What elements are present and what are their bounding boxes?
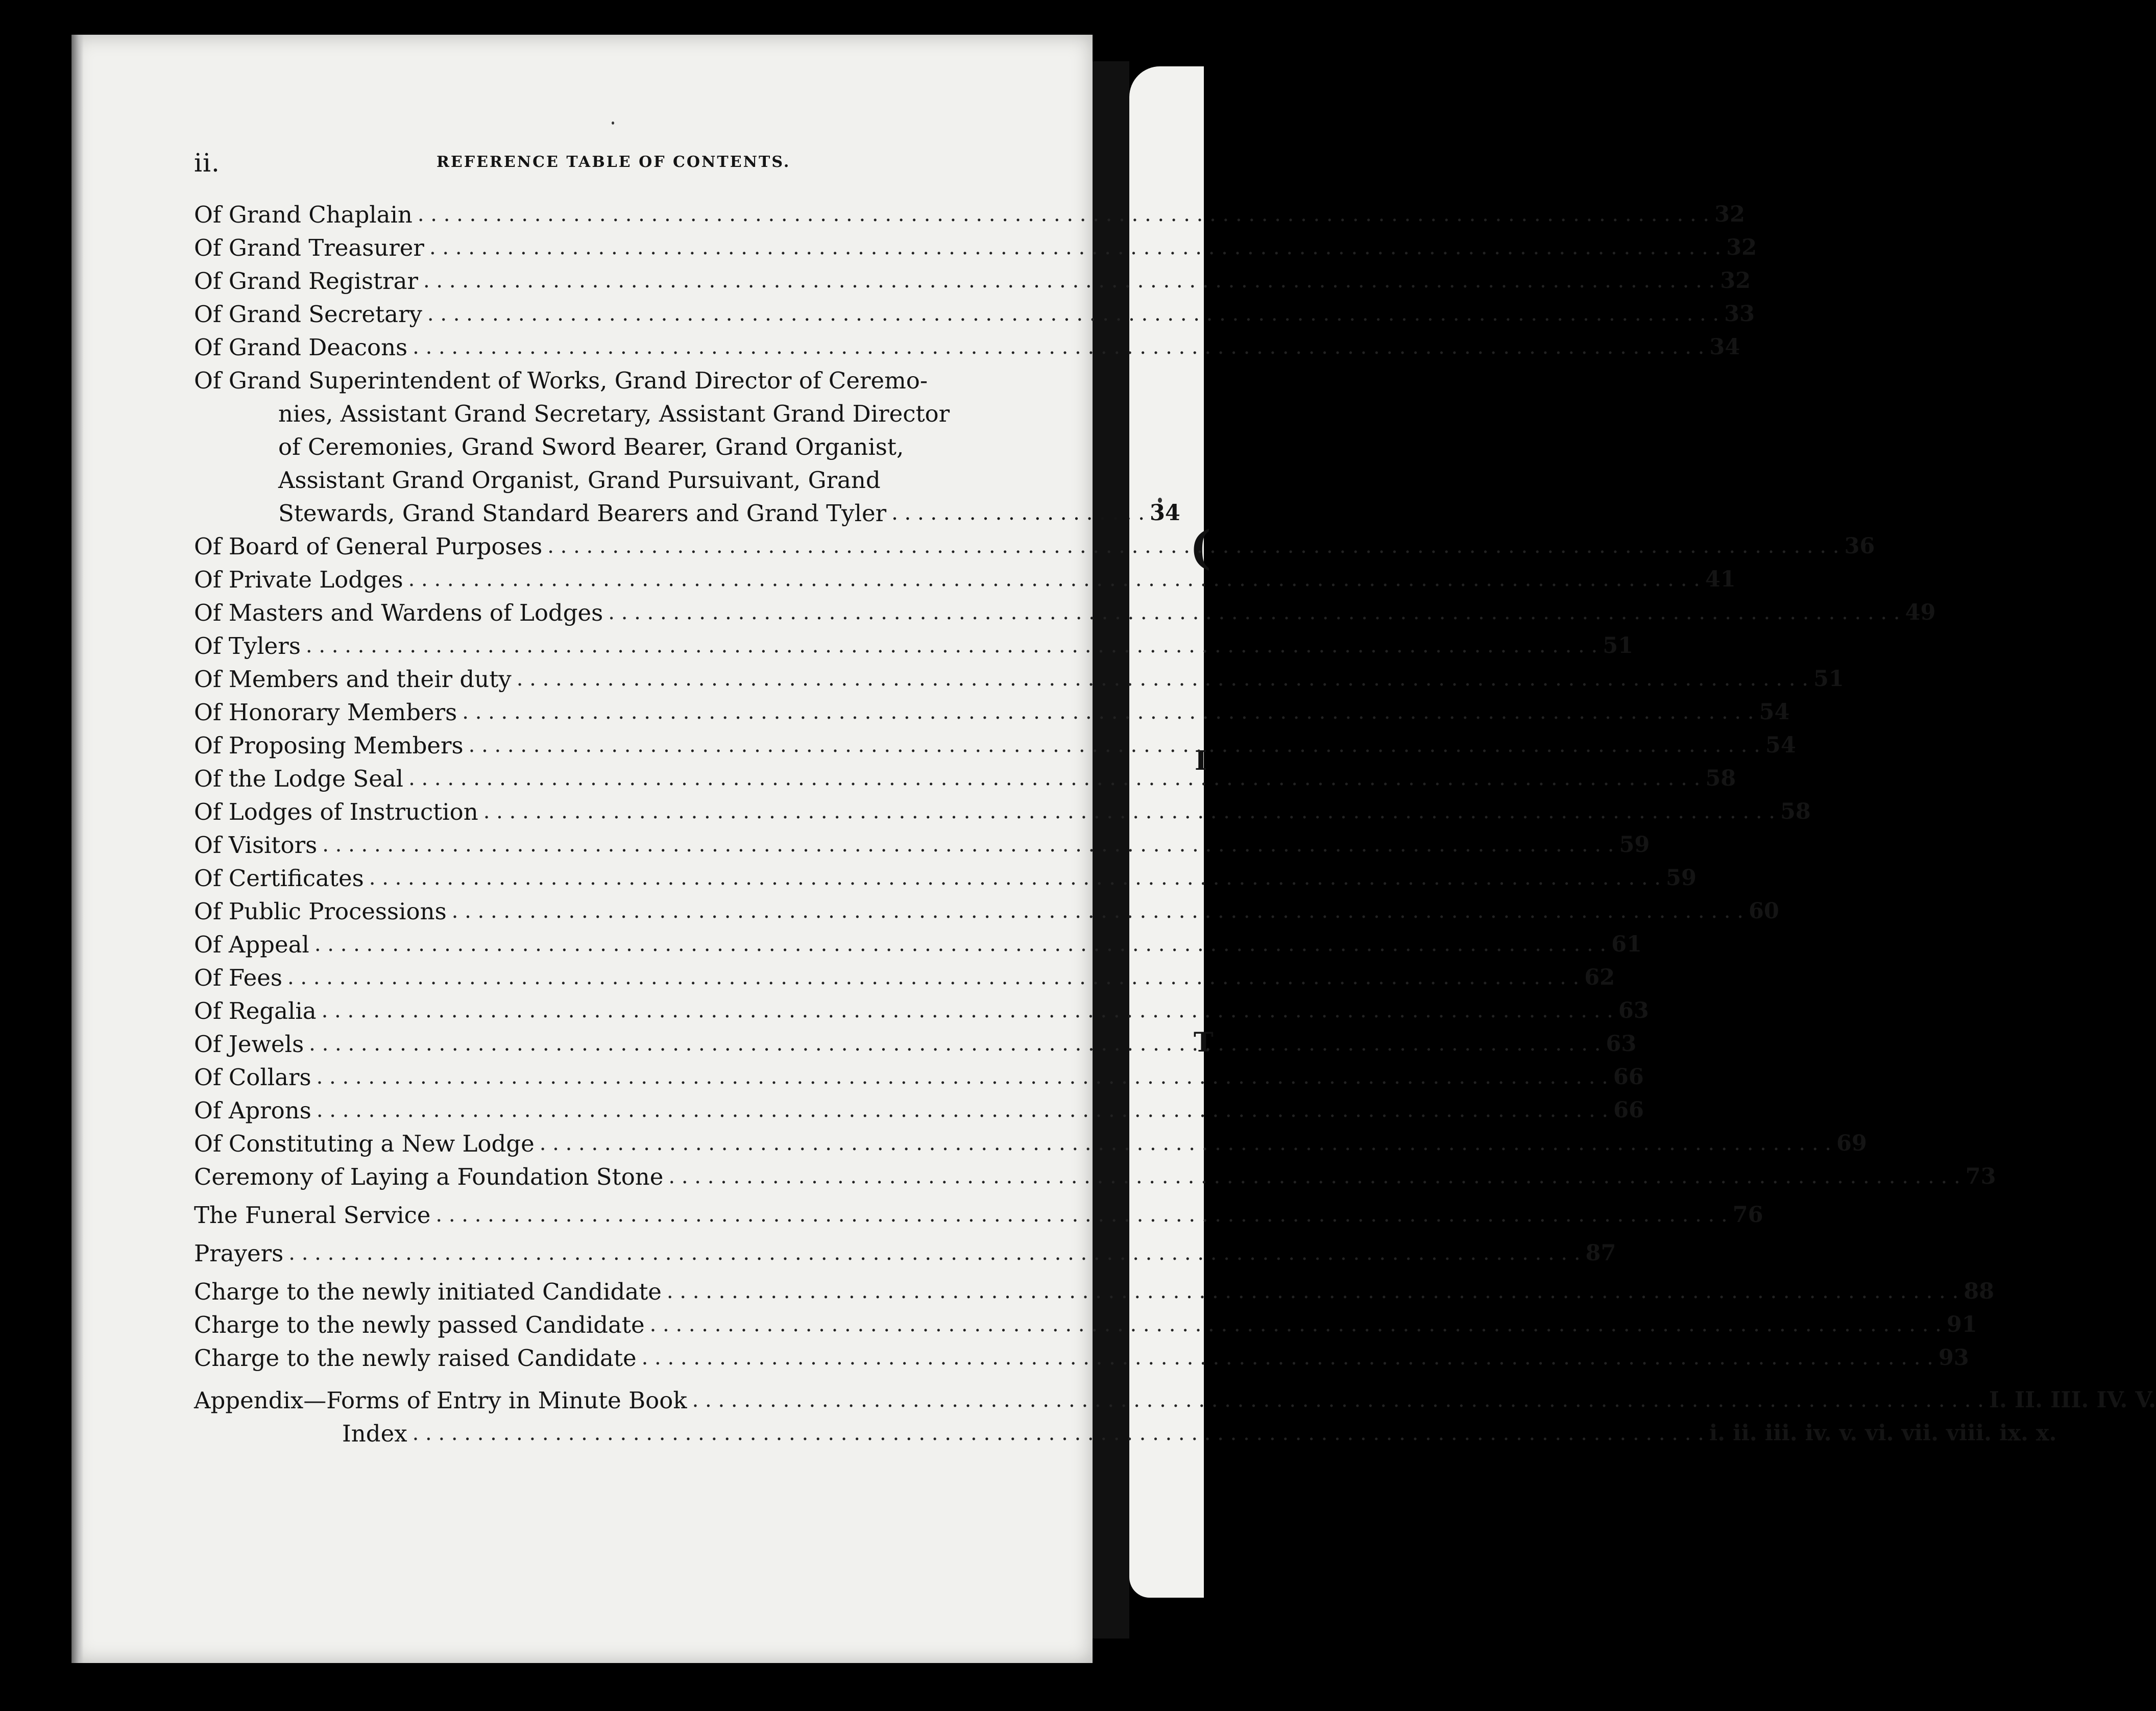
- entry-page: 32: [1720, 268, 1751, 294]
- entry-title: Of Grand Chaplain: [194, 201, 413, 228]
- entry-title: Of Grand Treasurer: [194, 234, 424, 261]
- entry-title: Of Grand Registrar: [194, 267, 418, 295]
- dot-leader: [452, 895, 1743, 928]
- spacer: [194, 1193, 1024, 1199]
- entry-title: Of Grand Secretary: [194, 301, 422, 328]
- entry-title: Index: [342, 1420, 407, 1447]
- dot-leader: [692, 1384, 1984, 1417]
- toc-multiline-entry: [194, 364, 1180, 530]
- dot-leader: [322, 828, 1614, 862]
- entry-title: The Funeral Service: [194, 1202, 431, 1229]
- toc-entry: [194, 1028, 1637, 1061]
- toc-entry: [194, 862, 1697, 895]
- dot-leader: [317, 1094, 1608, 1127]
- entry-title: Prayers: [194, 1240, 284, 1267]
- entry-page: 60: [1748, 898, 1779, 924]
- entry-title: Of Board of General Purposes: [194, 533, 543, 560]
- entry-page: 73: [1965, 1164, 1996, 1189]
- entry-page: 34: [1150, 500, 1180, 526]
- dot-leader: [642, 1341, 1933, 1375]
- dot-leader: [547, 530, 1839, 563]
- dot-leader: [369, 862, 1661, 895]
- dot-leader: [608, 596, 1900, 629]
- toc-entry: [194, 1127, 1867, 1160]
- entry-page: 49: [1905, 600, 1936, 625]
- entry-line: of Ceremonies, Grand Sword Bearer, Grand Organist,: [278, 433, 904, 460]
- entry-title: Ceremony of Laying a Foundation Stone: [194, 1163, 664, 1190]
- entry-page: 76: [1732, 1202, 1763, 1228]
- entry-title: Of Tylers: [194, 632, 301, 659]
- dot-leader: [288, 1237, 1580, 1270]
- toc-group-a: [194, 198, 1757, 364]
- entry-page: 32: [1726, 235, 1757, 260]
- toc-entry: [194, 1094, 1644, 1127]
- page-header: [194, 148, 1024, 184]
- toc-group-c: [194, 1199, 1995, 1375]
- dot-leader: [322, 994, 1613, 1028]
- dot-leader: [667, 1275, 1958, 1308]
- entry-title: Of Visitors: [194, 832, 318, 859]
- dot-leader: [418, 198, 1709, 231]
- dot-leader: [650, 1308, 1942, 1341]
- entry-page: 66: [1613, 1097, 1644, 1123]
- entry-line: nies, Assistant Grand Secretary, Assistant Grand Director: [278, 400, 950, 427]
- dot-leader: [435, 1199, 1727, 1232]
- entry-page: 51: [1813, 666, 1844, 692]
- entry-title: Of Regalia: [194, 997, 317, 1024]
- dot-leader: [517, 663, 1808, 696]
- dot-leader: [317, 1061, 1608, 1094]
- entry-page: 87: [1585, 1240, 1616, 1266]
- facing-page-fragment: T: [1194, 1027, 1214, 1058]
- dot-leader: [314, 928, 1606, 961]
- dot-leader: [891, 497, 1145, 530]
- dot-leader: [287, 961, 1579, 994]
- entry-title: Of Grand Deacons: [194, 334, 408, 361]
- toc-entry-index: [194, 1417, 2057, 1450]
- dot-leader: [408, 762, 1700, 795]
- entry-title: Of Private Lodges: [194, 566, 403, 593]
- spacer: [194, 1232, 1024, 1237]
- entry-title: Charge to the newly passed Candidate: [194, 1311, 645, 1338]
- toc-entry: [194, 530, 1875, 563]
- ink-speck: [612, 121, 614, 125]
- dot-leader: [540, 1127, 1831, 1160]
- toc-entry: [194, 795, 1811, 828]
- toc-entry: [194, 231, 1757, 264]
- entry-title: Charge to the newly initiated Candidate: [194, 1278, 662, 1305]
- toc-group-b: [194, 530, 1996, 1193]
- toc-entry: [194, 1275, 1995, 1308]
- toc-entry: [194, 629, 1634, 663]
- entry-title: Of the Lodge Seal: [194, 765, 404, 792]
- toc-entry: [194, 1160, 1996, 1193]
- entry-page: 54: [1765, 732, 1796, 758]
- dot-leader: [306, 629, 1597, 663]
- toc-entry: [194, 696, 1790, 729]
- entry-title: Of Members and their duty: [194, 666, 512, 693]
- entry-line: Assistant Grand Organist, Grand Pursuivant, Grand: [278, 467, 881, 494]
- entry-page: I. II. III. IV. V.: [1989, 1387, 2156, 1413]
- dot-leader: [413, 331, 1704, 364]
- toc-entry: [194, 596, 1936, 629]
- entry-title: Appendix—Forms of Entry in Minute Book: [194, 1387, 687, 1414]
- toc-entry: [194, 895, 1779, 928]
- dot-leader: [668, 1160, 1960, 1193]
- toc-entry: [194, 994, 1649, 1028]
- entry-page: 91: [1946, 1312, 1977, 1337]
- entry-title: Of Lodges of Instruction: [194, 798, 478, 825]
- dot-leader: [483, 795, 1775, 828]
- toc-entry: [194, 928, 1642, 961]
- dot-leader: [309, 1028, 1601, 1061]
- dot-leader: [413, 1417, 1704, 1450]
- toc-entry: [194, 1341, 1969, 1375]
- toc-entry: [194, 331, 1740, 364]
- dot-leader: [462, 696, 1754, 729]
- entry-title: Of Aprons: [194, 1097, 311, 1124]
- entry-page: 63: [1618, 998, 1649, 1023]
- entry-title: Of Appeal: [194, 931, 309, 958]
- entry-page: 32: [1714, 202, 1745, 227]
- toc-entry: [194, 961, 1615, 994]
- dot-leader: [427, 298, 1719, 331]
- entry-page: 58: [1705, 766, 1736, 791]
- toc-entry: [194, 563, 1736, 596]
- entry-page: 33: [1724, 301, 1755, 327]
- entry-page: 69: [1836, 1131, 1867, 1156]
- toc-entry: [194, 1199, 1763, 1232]
- toc-entry: [194, 198, 1745, 231]
- entry-page: 54: [1759, 699, 1790, 725]
- entry-page: 59: [1619, 832, 1650, 858]
- entry-title: Of Honorary Members: [194, 699, 457, 726]
- entry-page: i. ii. iii. iv. v. vi. vii. viii. ix. x.: [1709, 1421, 2057, 1446]
- toc-entry: [194, 1061, 1644, 1094]
- entry-page: 58: [1780, 799, 1811, 824]
- entry-page: 62: [1584, 965, 1615, 990]
- entry-page: 88: [1964, 1279, 1995, 1304]
- toc-entry: [194, 264, 1751, 298]
- entry-title: Of Constituting a New Lodge: [194, 1130, 535, 1157]
- entry-title: Of Certificates: [194, 865, 364, 892]
- entry-page: 59: [1666, 865, 1697, 891]
- dot-leader: [423, 264, 1715, 298]
- entry-line-last: [194, 497, 1180, 530]
- entry-title: Of Jewels: [194, 1031, 304, 1058]
- toc-entry: [194, 729, 1796, 762]
- entry-page: 36: [1844, 533, 1875, 559]
- toc-entry: [194, 762, 1736, 795]
- entry-page: 34: [1709, 334, 1740, 360]
- entry-title: Of Proposing Members: [194, 732, 464, 759]
- facing-page-fragment: I: [1195, 745, 1207, 776]
- entry-page: 41: [1705, 567, 1736, 592]
- dot-leader: [408, 563, 1700, 596]
- spacer: [194, 1270, 1024, 1275]
- entry-title: Of Public Processions: [194, 898, 447, 925]
- entry-page: 93: [1938, 1345, 1969, 1371]
- toc-entry-appendix: [194, 1384, 2156, 1417]
- entry-page: 51: [1603, 633, 1634, 658]
- spacer: [194, 1375, 1024, 1384]
- running-title: REFERENCE TABLE OF CONTENTS.: [437, 153, 791, 171]
- table-of-contents: [194, 198, 2156, 1450]
- page-folio: ii.: [194, 148, 220, 178]
- entry-page: 61: [1611, 932, 1642, 957]
- toc-entry: [194, 663, 1844, 696]
- facing-page-fragment: (: [1190, 521, 1212, 575]
- toc-entry: [194, 1308, 1977, 1341]
- entry-title: Of Collars: [194, 1064, 311, 1091]
- entry-line: Of Grand Superintendent of Works, Grand Director of Ceremo-: [194, 367, 928, 394]
- dot-leader: [429, 231, 1721, 264]
- page-edge-shadow: [71, 35, 84, 1663]
- entry-page: 63: [1606, 1031, 1637, 1057]
- toc-entry: [194, 298, 1755, 331]
- toc-entry: [194, 828, 1650, 862]
- entry-line: Stewards, Grand Standard Bearers and Grand Tyler: [278, 500, 887, 527]
- entry-title: Of Masters and Wardens of Lodges: [194, 599, 603, 626]
- entry-page: 66: [1613, 1064, 1644, 1090]
- entry-title: Of Fees: [194, 964, 282, 991]
- entry-title: Charge to the newly raised Candidate: [194, 1345, 637, 1372]
- dot-leader: [469, 729, 1760, 762]
- toc-entry: [194, 1237, 1616, 1270]
